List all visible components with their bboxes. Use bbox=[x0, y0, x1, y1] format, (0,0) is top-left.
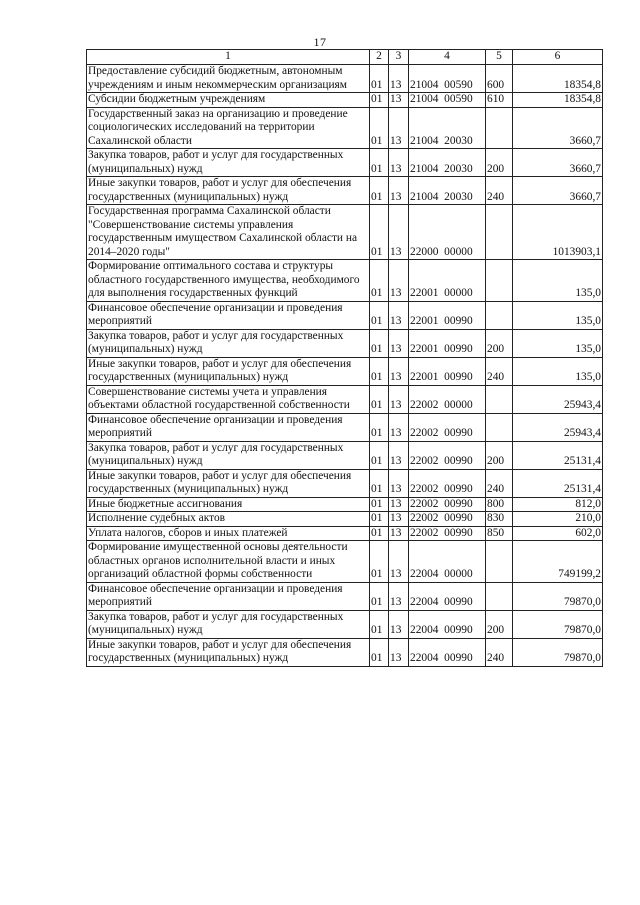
row-kind bbox=[486, 413, 513, 441]
row-amount: 135,0 bbox=[513, 260, 603, 302]
table-row bbox=[87, 638, 603, 666]
table-row bbox=[87, 413, 603, 441]
row-kind: 800 bbox=[486, 497, 513, 512]
row-name: Исполнение судебных актов bbox=[87, 512, 370, 527]
row-amount: 79870,0 bbox=[513, 610, 603, 638]
row-kind: 610 bbox=[486, 93, 513, 108]
table-row bbox=[87, 582, 603, 610]
header-cell-target: 4 bbox=[409, 50, 486, 65]
row-name: Финансовое обеспечение организации и проведения мероприятий bbox=[87, 413, 370, 441]
row-section: 01 bbox=[370, 65, 389, 93]
row-subsection: 13 bbox=[389, 541, 409, 583]
row-name: Субсидии бюджетным учреждениям bbox=[87, 93, 370, 108]
row-target: 22002 00990 bbox=[409, 441, 486, 469]
row-section: 01 bbox=[370, 441, 389, 469]
header-row bbox=[87, 50, 603, 65]
table-row bbox=[87, 93, 603, 108]
row-section: 01 bbox=[370, 638, 389, 666]
table-row bbox=[87, 149, 603, 177]
row-amount: 25943,4 bbox=[513, 413, 603, 441]
row-amount: 135,0 bbox=[513, 357, 603, 385]
row-amount: 812,0 bbox=[513, 497, 603, 512]
table-body bbox=[87, 65, 603, 667]
row-amount: 749199,2 bbox=[513, 541, 603, 583]
table-row bbox=[87, 329, 603, 357]
row-kind: 830 bbox=[486, 512, 513, 527]
row-amount: 18354,8 bbox=[513, 65, 603, 93]
row-target: 21004 20030 bbox=[409, 107, 486, 149]
row-subsection: 13 bbox=[389, 385, 409, 413]
row-amount: 602,0 bbox=[513, 526, 603, 541]
row-name: Иные закупки товаров, работ и услуг для обеспечения государственных (муниципальных) нужд bbox=[87, 638, 370, 666]
row-kind: 240 bbox=[486, 638, 513, 666]
row-section: 01 bbox=[370, 497, 389, 512]
table-row bbox=[87, 65, 603, 93]
row-name: Совершенствование системы учета и управления объектами областной государственной собственности bbox=[87, 385, 370, 413]
row-subsection: 13 bbox=[389, 497, 409, 512]
row-kind: 240 bbox=[486, 469, 513, 497]
row-name: Уплата налогов, сборов и иных платежей bbox=[87, 526, 370, 541]
row-target: 22002 00990 bbox=[409, 413, 486, 441]
row-name: Государственный заказ на организацию и проведение социологических исследований на территории Сахалинской области bbox=[87, 107, 370, 149]
row-section: 01 bbox=[370, 541, 389, 583]
row-target: 22002 00990 bbox=[409, 512, 486, 527]
row-target: 21004 20030 bbox=[409, 177, 486, 205]
row-subsection: 13 bbox=[389, 638, 409, 666]
row-subsection: 13 bbox=[389, 260, 409, 302]
table-row bbox=[87, 610, 603, 638]
row-section: 01 bbox=[370, 512, 389, 527]
row-target: 22002 00990 bbox=[409, 526, 486, 541]
table-row bbox=[87, 260, 603, 302]
row-kind bbox=[486, 301, 513, 329]
table-row bbox=[87, 385, 603, 413]
row-amount: 3660,7 bbox=[513, 107, 603, 149]
header-cell-name: 1 bbox=[87, 50, 370, 65]
row-amount: 25131,4 bbox=[513, 441, 603, 469]
row-name: Закупка товаров, работ и услуг для государственных (муниципальных) нужд bbox=[87, 329, 370, 357]
row-section: 01 bbox=[370, 357, 389, 385]
budget-table bbox=[86, 49, 603, 667]
row-kind: 200 bbox=[486, 610, 513, 638]
row-target: 21004 00590 bbox=[409, 65, 486, 93]
row-target: 22002 00990 bbox=[409, 469, 486, 497]
row-section: 01 bbox=[370, 385, 389, 413]
row-target: 22002 00990 bbox=[409, 497, 486, 512]
row-section: 01 bbox=[370, 526, 389, 541]
row-kind bbox=[486, 582, 513, 610]
row-kind: 600 bbox=[486, 65, 513, 93]
row-name: Формирование оптимального состава и структуры областного государственного имущества, необходимого для выполнения государственных функций bbox=[87, 260, 370, 302]
row-kind: 200 bbox=[486, 329, 513, 357]
row-kind: 200 bbox=[486, 441, 513, 469]
header-cell-amount: 6 bbox=[513, 50, 603, 65]
row-amount: 25943,4 bbox=[513, 385, 603, 413]
row-subsection: 13 bbox=[389, 107, 409, 149]
row-section: 01 bbox=[370, 260, 389, 302]
table-row bbox=[87, 526, 603, 541]
row-kind bbox=[486, 541, 513, 583]
row-section: 01 bbox=[370, 610, 389, 638]
row-name: Финансовое обеспечение организации и проведения мероприятий bbox=[87, 582, 370, 610]
table-row bbox=[87, 107, 603, 149]
row-name: Иные бюджетные ассигнования bbox=[87, 497, 370, 512]
row-subsection: 13 bbox=[389, 177, 409, 205]
table-row bbox=[87, 301, 603, 329]
row-amount: 79870,0 bbox=[513, 582, 603, 610]
row-amount: 1013903,1 bbox=[513, 205, 603, 260]
row-section: 01 bbox=[370, 413, 389, 441]
table-row bbox=[87, 205, 603, 260]
row-kind bbox=[486, 260, 513, 302]
row-subsection: 13 bbox=[389, 357, 409, 385]
row-name: Закупка товаров, работ и услуг для государственных (муниципальных) нужд bbox=[87, 441, 370, 469]
row-section: 01 bbox=[370, 177, 389, 205]
row-target: 22001 00990 bbox=[409, 357, 486, 385]
row-amount: 135,0 bbox=[513, 329, 603, 357]
row-name: Государственная программа Сахалинской области "Совершенствование системы управления государственным имуществом Сахалинской области на 2014–2020 годы" bbox=[87, 205, 370, 260]
table-row bbox=[87, 357, 603, 385]
row-target: 21004 00590 bbox=[409, 93, 486, 108]
row-amount: 3660,7 bbox=[513, 177, 603, 205]
row-name: Закупка товаров, работ и услуг для государственных (муниципальных) нужд bbox=[87, 610, 370, 638]
table-row bbox=[87, 497, 603, 512]
row-target: 22001 00990 bbox=[409, 329, 486, 357]
row-kind bbox=[486, 107, 513, 149]
row-amount: 18354,8 bbox=[513, 93, 603, 108]
row-kind bbox=[486, 205, 513, 260]
row-target: 22000 00000 bbox=[409, 205, 486, 260]
row-name: Формирование имущественной основы деятельности областных органов исполнительной власти и иных организаций областной формы собственности bbox=[87, 541, 370, 583]
row-amount: 3660,7 bbox=[513, 149, 603, 177]
row-section: 01 bbox=[370, 93, 389, 108]
table-row bbox=[87, 541, 603, 583]
row-kind: 200 bbox=[486, 149, 513, 177]
row-subsection: 13 bbox=[389, 469, 409, 497]
row-target: 22001 00990 bbox=[409, 301, 486, 329]
header-cell-subsection: 3 bbox=[389, 50, 409, 65]
row-subsection: 13 bbox=[389, 413, 409, 441]
row-target: 22002 00000 bbox=[409, 385, 486, 413]
row-subsection: 13 bbox=[389, 610, 409, 638]
row-amount: 210,0 bbox=[513, 512, 603, 527]
row-section: 01 bbox=[370, 329, 389, 357]
row-amount: 135,0 bbox=[513, 301, 603, 329]
row-name: Закупка товаров, работ и услуг для государственных (муниципальных) нужд bbox=[87, 149, 370, 177]
row-target: 22004 00990 bbox=[409, 638, 486, 666]
row-name: Финансовое обеспечение организации и проведения мероприятий bbox=[87, 301, 370, 329]
row-name: Предоставление субсидий бюджетным, автономным учреждениям и иным некоммерческим организациям bbox=[87, 65, 370, 93]
row-subsection: 13 bbox=[389, 526, 409, 541]
row-amount: 25131,4 bbox=[513, 469, 603, 497]
table-row bbox=[87, 441, 603, 469]
row-target: 22004 00000 bbox=[409, 541, 486, 583]
row-kind bbox=[486, 385, 513, 413]
row-target: 21004 20030 bbox=[409, 149, 486, 177]
row-target: 22004 00990 bbox=[409, 582, 486, 610]
row-subsection: 13 bbox=[389, 65, 409, 93]
row-subsection: 13 bbox=[389, 441, 409, 469]
table-row bbox=[87, 177, 603, 205]
table-row bbox=[87, 512, 603, 527]
row-subsection: 13 bbox=[389, 301, 409, 329]
row-subsection: 13 bbox=[389, 149, 409, 177]
row-kind: 240 bbox=[486, 177, 513, 205]
page-number: 17 bbox=[313, 35, 327, 49]
row-section: 01 bbox=[370, 301, 389, 329]
row-subsection: 13 bbox=[389, 582, 409, 610]
row-target: 22001 00000 bbox=[409, 260, 486, 302]
row-section: 01 bbox=[370, 582, 389, 610]
row-section: 01 bbox=[370, 149, 389, 177]
row-subsection: 13 bbox=[389, 329, 409, 357]
row-section: 01 bbox=[370, 469, 389, 497]
row-subsection: 13 bbox=[389, 512, 409, 527]
row-name: Иные закупки товаров, работ и услуг для обеспечения государственных (муниципальных) нужд bbox=[87, 357, 370, 385]
row-amount: 79870,0 bbox=[513, 638, 603, 666]
row-subsection: 13 bbox=[389, 93, 409, 108]
table-row bbox=[87, 469, 603, 497]
row-subsection: 13 bbox=[389, 205, 409, 260]
row-name: Иные закупки товаров, работ и услуг для обеспечения государственных (муниципальных) нужд bbox=[87, 469, 370, 497]
row-name: Иные закупки товаров, работ и услуг для обеспечения государственных (муниципальных) нужд bbox=[87, 177, 370, 205]
header-cell-kind: 5 bbox=[486, 50, 513, 65]
header-cell-section: 2 bbox=[370, 50, 389, 65]
row-kind: 240 bbox=[486, 357, 513, 385]
row-target: 22004 00990 bbox=[409, 610, 486, 638]
row-section: 01 bbox=[370, 205, 389, 260]
row-section: 01 bbox=[370, 107, 389, 149]
row-kind: 850 bbox=[486, 526, 513, 541]
